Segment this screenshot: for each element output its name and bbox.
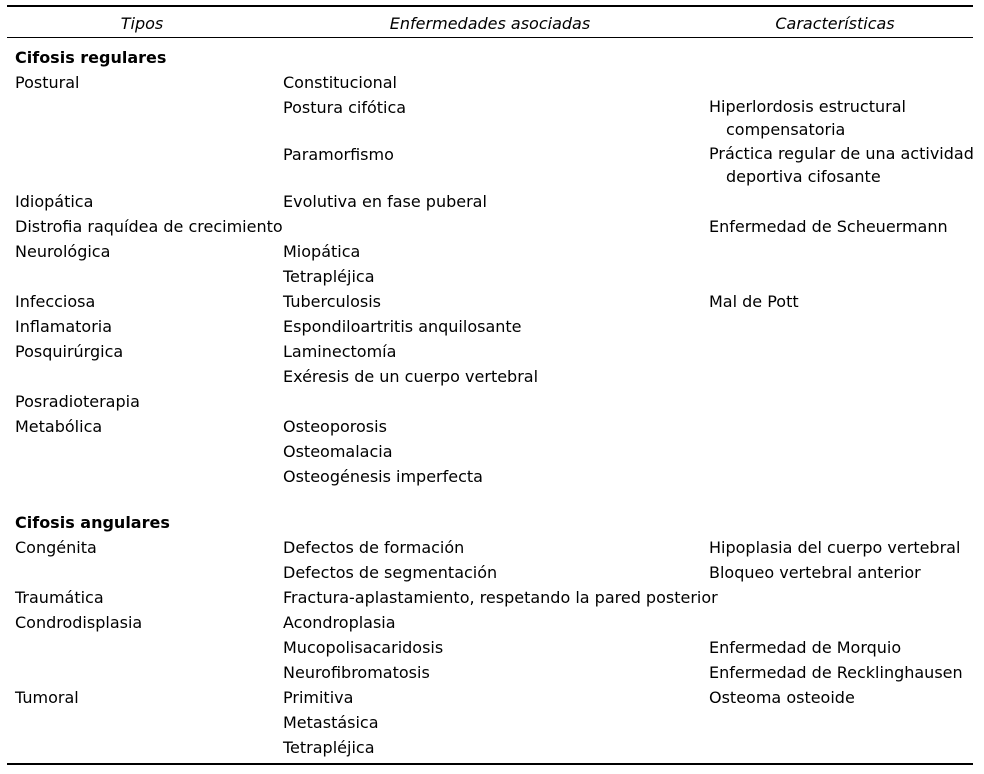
table-row [0,685,984,710]
table-row [0,585,984,610]
cell-tipo: Inflamatoria [15,317,113,336]
table-rule-top [7,5,973,7]
cell-tipo: Distrofia raquídea de crecimiento [15,217,283,236]
cell-enfermedad: Metastásica [283,713,379,732]
table-row [0,610,984,635]
cell-enfermedad: Laminectomía [283,342,397,361]
cell-tipo: Condrodisplasia [15,613,143,632]
cell-caracteristica: Bloqueo vertebral anterior [709,563,921,582]
table-row [0,264,984,289]
table-row [0,735,984,760]
table-row [0,289,984,314]
table-row [0,314,984,339]
table-row [0,70,984,95]
cell-caracteristica: Hipoplasia del cuerpo vertebral [709,538,961,557]
cell-caracteristica-line: compensatoria [726,120,846,139]
cell-enfermedad: Miopática [283,242,361,261]
cell-enfermedad: Postura cifótica [283,98,407,117]
cell-caracteristica: Mal de Pott [709,292,799,311]
cell-enfermedad: Tetrapléjica [283,267,375,286]
cell-enfermedad: Evolutiva en fase puberal [283,192,487,211]
cell-caracteristica: Osteoma osteoide [709,688,855,707]
header-enfermedades: Enfermedades asociadas [389,14,591,33]
cell-tipo: Congénita [15,538,97,557]
table-row [0,142,984,186]
cell-enfermedad: Neurofibromatosis [283,663,430,682]
cell-enfermedad: Fractura-aplastamiento, respetando la pared posterior [283,588,718,607]
cell-caracteristica: Enfermedad de Morquio [709,638,902,657]
cell-tipo: Traumática [15,588,104,607]
cell-enfermedad: Espondiloartritis anquilosante [283,317,522,336]
table-row [0,389,984,414]
table-row [0,635,984,660]
table-row [0,214,984,239]
cell-enfermedad: Tuberculosis [283,292,381,311]
cell-caracteristica-line: Práctica regular de una actividad [709,144,974,163]
cell-tipo: Posquirúrgica [15,342,124,361]
cell-enfermedad: Osteogénesis imperfecta [283,467,483,486]
table-row [0,710,984,735]
table-row [0,364,984,389]
header-tipos: Tipos [120,14,164,33]
cell-caracteristica-line: Hiperlordosis estructural [709,97,906,116]
cell-caracteristica [709,142,979,188]
section-title: Cifosis regulares [15,48,167,67]
cell-enfermedad: Exéresis de un cuerpo vertebral [283,367,539,386]
cell-caracteristica: Enfermedad de Recklinghausen [709,663,963,682]
cell-enfermedad: Primitiva [283,688,354,707]
cell-tipo: Metabólica [15,417,103,436]
table-rule-header [7,37,973,38]
cell-enfermedad: Paramorfismo [283,145,394,164]
cell-enfermedad: Tetrapléjica [283,738,375,757]
section-title: Cifosis angulares [15,513,170,532]
cell-tipo: Idiopática [15,192,94,211]
cell-enfermedad: Acondroplasia [283,613,396,632]
table-row [0,414,984,439]
cell-enfermedad: Osteomalacia [283,442,393,461]
cell-enfermedad: Defectos de formación [283,538,465,557]
cell-caracteristica: Enfermedad de Scheuermann [709,217,948,236]
cell-tipo: Tumoral [15,688,79,707]
cell-tipo: Infecciosa [15,292,96,311]
cell-enfermedad: Defectos de segmentación [283,563,498,582]
table-row [0,339,984,364]
table-row [0,660,984,685]
table-row [0,189,984,214]
cell-enfermedad: Osteoporosis [283,417,387,436]
cell-enfermedad: Mucopolisacaridosis [283,638,444,657]
table-row [0,439,984,464]
header-caracteristicas: Características [775,14,895,33]
cell-caracteristica-line: deportiva cifosante [726,167,881,186]
cell-tipo: Postural [15,73,80,92]
table-row [0,560,984,585]
table-row [0,95,984,139]
table-row [0,535,984,560]
table-row [0,464,984,489]
cell-tipo: Posradioterapia [15,392,140,411]
cell-tipo: Neurológica [15,242,111,261]
table-rule-bottom [7,763,973,765]
cell-caracteristica [709,95,979,141]
table-row [0,239,984,264]
cell-enfermedad: Constitucional [283,73,397,92]
